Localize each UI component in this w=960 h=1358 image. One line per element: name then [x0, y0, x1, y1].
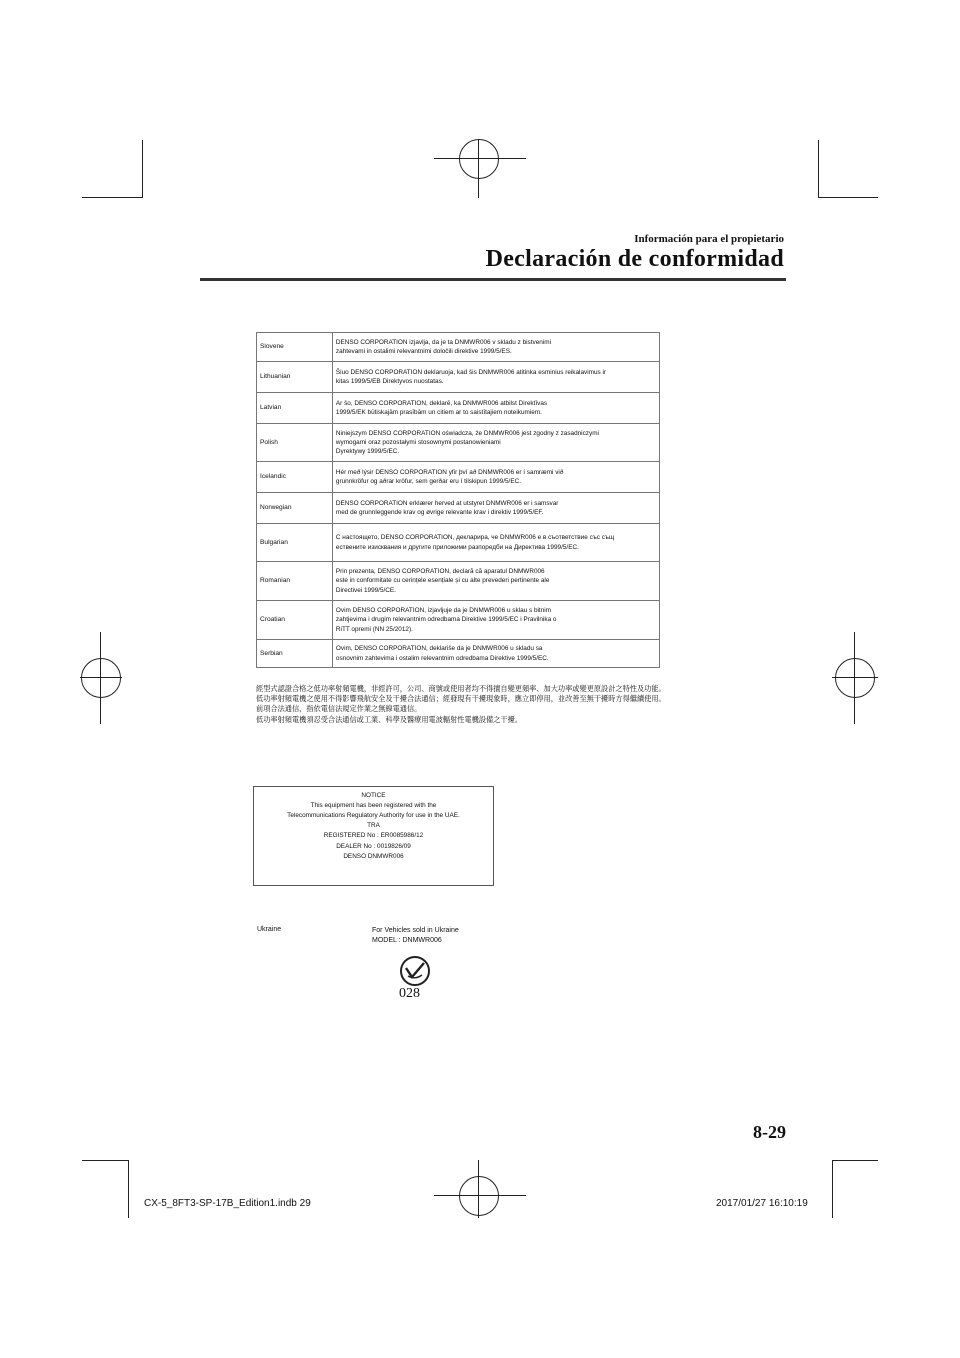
declaration-text-cell: [332, 424, 659, 462]
declaration-text-cell: [332, 562, 659, 601]
page-title: Declaración de conformidad: [485, 246, 784, 272]
notice-line: DEALER No : 0019826/09: [336, 842, 411, 850]
declaration-line: Hér með lýsir DENSO CORPORATION yfir því að DNMWR006 er í samræmi við: [335, 468, 564, 476]
declaration-line: zahtevami in ostalimi relevantnimi določili direktive 1999/5/ES.: [335, 348, 512, 355]
language-cell: Latvian: [257, 393, 333, 424]
declaration-row: [257, 601, 660, 640]
declaration-line: kitas 1999/5/EB Direktyvos nuostatas.: [335, 378, 444, 385]
declaration-table: [256, 332, 660, 668]
declaration-text-cell: [332, 640, 659, 668]
page-number: 8-29: [753, 1122, 786, 1142]
language-cell: Norwegian: [257, 493, 333, 524]
notice-line: Telecommunications Regulatory Authority for use in the UAE.: [287, 812, 460, 820]
declaration-text-cell: [332, 493, 659, 524]
declaration-line: 1999/5/EK būtiskajām prasībām un citiem ar to saistītajiem noteikumiem.: [335, 409, 542, 416]
uae-notice-box: [253, 786, 494, 886]
declaration-line: ествените изисквания и другите приложими разпоредби на Директива 1999/5/ЕС.: [335, 543, 579, 551]
declaration-line: Niniejszym DENSO CORPORATION oświadcza, że DNMWR006 jest zgodny z zasadniczymi: [335, 429, 599, 437]
notice-title: NOTICE: [361, 792, 386, 799]
taiwan-notice-line: 經型式認證合格之低功率射頻電機，非經許可，公司、商號或使用者均不得擅自變更頻率、加大功率或變更原設計之特性及功能。: [256, 684, 666, 693]
notice-line: DENSO DNMWR006: [343, 852, 404, 860]
declaration-line: osnovnim zahtevima i ostalim relevantnim odredbama Direktive 1999/5/EC.: [335, 654, 549, 662]
language-cell: Icelandic: [257, 462, 333, 493]
ukraine-line: For Vehicles sold in Ukraine: [372, 927, 459, 934]
declaration-line: Ar šo, DENSO CORPORATION, deklarē, ka DNMWR006 atbilst Direktīvas: [335, 399, 548, 407]
language-cell: Croatian: [257, 601, 333, 640]
declaration-line: Dyrektywy 1999/5/EC.: [335, 448, 400, 456]
language-cell: Lithuanian: [257, 362, 333, 393]
declaration-row: [257, 524, 660, 562]
declaration-line: Prin prezenta, DENSO CORPORATION, declară că aparatul DNMWR006: [335, 568, 545, 576]
declaration-line: este in conformitate cu cerințele esențiale și cu alte prevederi pertinente ale: [335, 577, 550, 585]
declaration-row: [257, 424, 660, 462]
declaration-text-cell: [332, 524, 659, 562]
ukraine-info: [372, 926, 459, 946]
declaration-line: DENSO CORPORATION izjavlja, da je ta DNMWR006 v skladu z bistvenimi: [335, 338, 551, 346]
declaration-row: [257, 562, 660, 601]
declaration-line: zahtjevima i drugim relevantnim odredbama Direktive 1999/5/EC i Pravilnika o: [335, 616, 557, 624]
declaration-row: [257, 362, 660, 393]
section-label: Información para el propietario: [634, 233, 784, 245]
header-divider: [200, 278, 786, 281]
declaration-text-cell: [332, 601, 659, 640]
declaration-text-cell: [332, 393, 659, 424]
language-cell: Bulgarian: [257, 524, 333, 562]
taiwan-notice-line: 低功率射頻電機之使用不得影響飛航安全及干擾合法通信；經發現有干擾現象時，應立即停用，並改善至無干擾時方得繼續使用。: [256, 694, 666, 704]
declaration-row: [257, 640, 660, 668]
notice-line: TRA: [367, 822, 380, 830]
language-cell: Romanian: [257, 562, 333, 601]
declaration-row: [257, 493, 660, 524]
taiwan-notice: [256, 684, 776, 725]
notice-line: This equipment has been registered with the: [310, 802, 437, 810]
ukraine-conformity-mark-icon: [395, 955, 435, 987]
declaration-row: [257, 393, 660, 424]
ukraine-mark-code: 028: [399, 986, 420, 1001]
declaration-text-cell: [332, 462, 659, 493]
declaration-line: DENSO CORPORATION erklærer herved at utstyret DNMWR006 er i samsvar: [335, 499, 559, 507]
declaration-line: RiTT opremi (NN 25/2012).: [335, 625, 413, 633]
ukraine-label: Ukraine: [257, 926, 282, 933]
declaration-line: Ovim DENSO CORPORATION, izjavljuje da je DNMWR006 u sklau s bitnim: [335, 607, 551, 615]
language-cell: Polish: [257, 424, 333, 462]
taiwan-notice-line: 前項合法通信，指依電信法規定作業之無線電通信。: [256, 704, 422, 714]
declaration-line: С настоящето, DENSO CORPORATION, декларира, че DNMWR006 е в съответствие със същ: [335, 534, 615, 542]
declaration-line: grunnkröfur og aðrar kröfur, sem gerðar eru í tilskipun 1999/5/EC.: [335, 478, 521, 485]
taiwan-notice-line: 低功率射頻電機須忍受合法通信或工業、科學及醫療用電波輻射性電機設備之干擾。: [256, 714, 522, 724]
footer-file-info: CX-5_8FT3-SP-17B_Edition1.indb 29: [144, 1198, 311, 1209]
footer-timestamp: 2017/01/27 16:10:19: [716, 1198, 808, 1209]
declaration-text-cell: [332, 333, 659, 362]
notice-line: REGISTERED No : ER0085986/12: [323, 832, 424, 840]
declaration-row: [257, 462, 660, 493]
language-cell: Slovene: [257, 333, 333, 362]
declaration-line: Directivei 1999/5/CE.: [335, 586, 396, 594]
declaration-line: wymogami oraz pozostałymi stosownymi postanowieniami: [335, 438, 501, 446]
declaration-text-cell: [332, 362, 659, 393]
ukraine-model: MODEL : DNMWR006: [372, 937, 442, 945]
declaration-row: [257, 333, 660, 362]
declaration-line: Ovim, DENSO CORPORATION, deklariše da je DNMWR006 u skladu sa: [335, 645, 543, 653]
language-cell: Serbian: [257, 640, 333, 668]
declaration-line: med de grunnleggende krav og øvrige relevante krav i direktiv 1999/5/EF.: [335, 509, 544, 516]
declaration-line: Šiuo DENSO CORPORATION deklaruoja, kad šis DNMWR006 atitinka esminius reikalavimus ir: [335, 368, 607, 376]
